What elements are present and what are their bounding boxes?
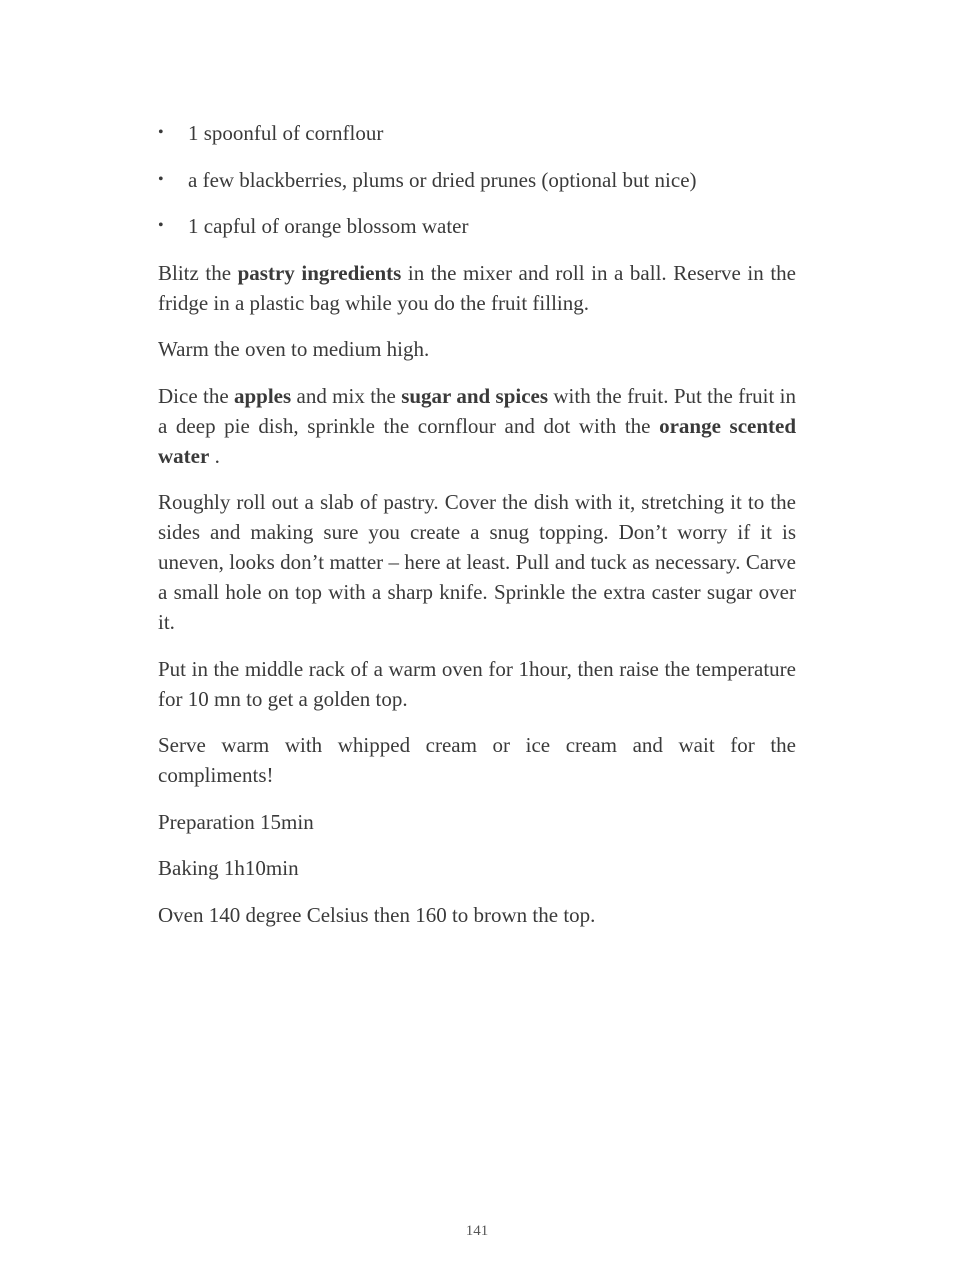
bullet-icon: • (158, 217, 164, 234)
list-item (158, 118, 796, 148)
paragraph-filling: Dice the apples and mix the sugar and spices with the fruit. Put the fruit in a deep pie dish, sprinkle the cornflour and dot with the orange scented water . (158, 383, 797, 468)
page-content (158, 118, 796, 946)
bold-apples: apples (233, 383, 292, 408)
paragraph-pastry: Blitz the pastry ingredients in the mixer and roll in a ball. Reserve in the fridge in a plastic bag while you do the fruit filling. (158, 260, 796, 315)
bold-sugar-spices: sugar and spices (401, 383, 549, 408)
preparation-time: Preparation 15min (158, 809, 314, 834)
bold-orange-water: orange scented water (158, 413, 797, 468)
baking-time: Baking 1h10min (158, 856, 299, 880)
paragraph-serve: Serve warm with whipped cream or ice cream and wait for the compliments! (158, 733, 796, 787)
paragraph-oven: Warm the oven to medium high. (158, 337, 430, 361)
paragraph-bake: Put in the middle rack of a warm oven for 1hour, then raise the temperature for 10 mn to get a golden top. (158, 656, 796, 711)
bullet-icon: • (158, 170, 164, 188)
bold-pastry-ingredients: pastry ingredients (237, 260, 402, 285)
list-item (158, 211, 796, 241)
list-item-text: 1 spoonful of cornflour (188, 121, 384, 145)
oven-temperature: Oven 140 degree Celsius then 160 to brown the top. (158, 902, 596, 927)
list-item-text: a few blackberries, plums or dried prunes (optional but nice) (188, 167, 697, 192)
list-item (158, 165, 796, 195)
list-item-text: 1 capful of orange blossom water (188, 214, 469, 238)
ingredient-list (158, 118, 796, 241)
paragraph-topping: Roughly roll out a slab of pastry. Cover the dish with it, stretching it to the sides and making sure you create a snug topping. Don’t worry if it is uneven, looks don’t matter – here at least. Pull and tuck as necessary. Carve a small hole on top with a sharp knife. Sprinkle the extra caster sugar over it. (158, 490, 796, 634)
bullet-icon: • (158, 124, 164, 141)
page-number: 141 (465, 1223, 489, 1239)
